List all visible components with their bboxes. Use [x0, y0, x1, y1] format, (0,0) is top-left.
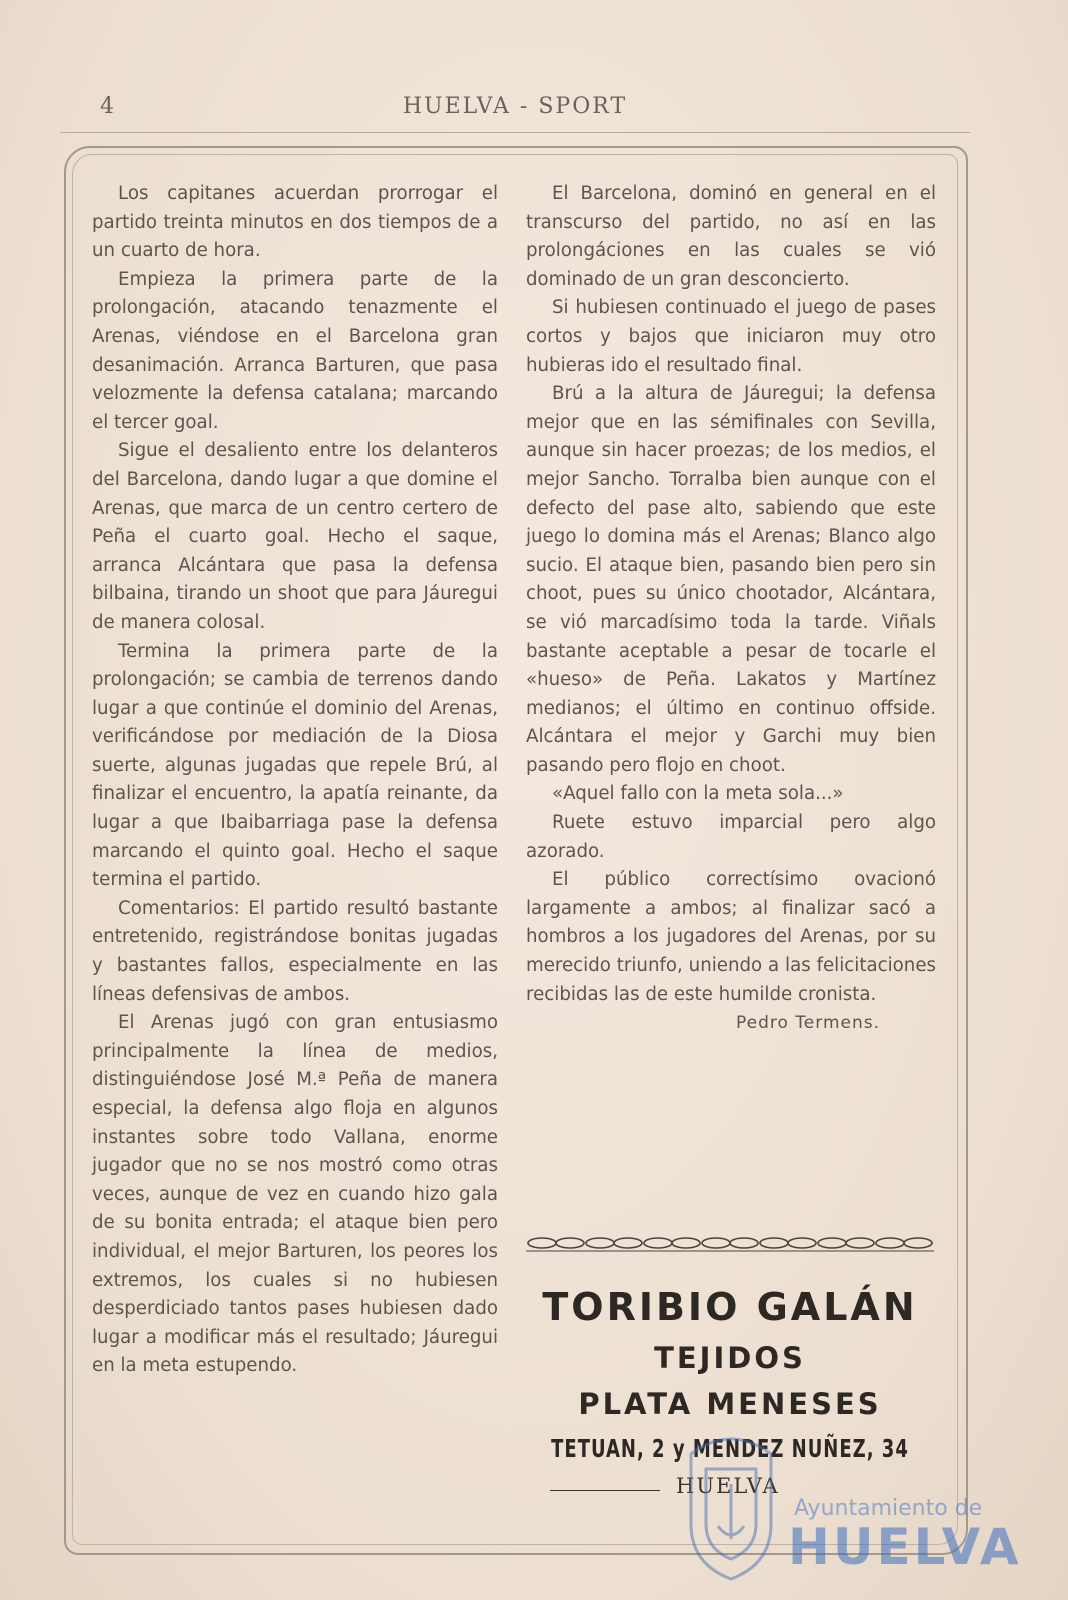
chain-ornament-divider	[526, 1234, 934, 1252]
watermark-caption: Ayuntamiento de	[794, 1496, 983, 1521]
running-title: HUELVA - SPORT	[402, 94, 628, 119]
page-header	[60, 92, 970, 133]
archive-watermark	[676, 1410, 1022, 1590]
right-column	[526, 180, 936, 1038]
paragraph: Ruete estuvo imparcial pero algo azorado.	[526, 812, 936, 862]
ad-rule	[550, 1490, 660, 1491]
ad-address: TETUAN, 2 y MENDEZ NUÑEZ, 34	[551, 1433, 909, 1463]
paragraph: Termina la primera parte de la prolongación; se cambia de terrenos dando lugar a que continúe el dominio del Arenas, verificándose por mediación de la Diosa suerte, algunas jugadas que repele Brú, al finalizar el encuentro, la apatía reinante, da lugar a que Ibaibarriaga pase la defensa marcando el quinto goal. Hecho el saque termina el partido.	[92, 640, 498, 891]
paragraph: Empieza la primera parte de la prolongación, atacando tenazmente el Arenas, viéndose en el Barcelona gran desanimación. Arranca Barturen, que pasa velozmente la defensa catalana; marcando el tercer goal.	[92, 268, 498, 433]
paragraph: El público correctísimo ovacionó largamente a ambos; al finalizar sacó a hombros a los jugadores del Arenas, por su merecido triunfo, uniendo a las felicitaciones recibidas las de este humilde cronista.	[526, 869, 936, 1005]
ad-business-name: TORIBIO GALÁN	[542, 1285, 918, 1329]
ad-products: PLATA MENESES	[578, 1387, 882, 1421]
author-signature: Pedro Termens.	[735, 1013, 880, 1034]
paragraph: Los capitanes acuerdan prorrogar el partido treinta minutos en dos tiempos de a un cuarto de hora.	[92, 183, 498, 262]
paragraph: Comentarios: El partido resultó bastante entretenido, registrándose bonitas jugadas y bastantes fallos, especialmente en las líneas defensivas de ambos.	[92, 897, 498, 1005]
ad-trade: TEJIDOS	[654, 1341, 806, 1375]
paragraph: «Aquel fallo con la meta sola...»	[552, 783, 844, 805]
paragraph: El Arenas jugó con gran entusiasmo principalmente la línea de medios, distinguiéndose José M.ª Peña de manera especial, la defensa algo floja en algunos instantes sobre todo Vallana, enorme jugador que no se nos mostró como otras veces, aunque de vez en cuando hizo gala de su bonita entrada; el ataque bien pero individual, el mejor Barturen, los peores los extremos, los cuales si no hubiesen desperdiciado tantos pases hubiesen dado lugar a modificar más el resultado; Jáuregui en la meta estupendo.	[92, 1012, 498, 1377]
paragraph: El Barcelona, dominó en general en el transcurso del partido, no así en las prolongáciones en las cuales se vió dominado de un gran desconcierto.	[526, 183, 936, 290]
coat-of-arms-icon	[676, 1414, 786, 1584]
paragraph: Brú a la altura de Jáuregui; la defensa mejor que en las sémifinales con Sevilla, aunque sin hacer proezas; de los medios, el mejor Sancho. Torralba bien aunque con el defecto del pase alto, sabiendo que este juego lo domina más el Arenas; Blanco algo sucio. El ataque bien, pasando bien pero sin choot, pues su único chootador, Alcántara, se vió marcadísimo toda la tarde. Viñals bastante aceptable a pesar de tocarle el «hueso» de Peña. Lakatos y Martínez medianos; el último en continuo offside. Alcántara el mejor y Garchi muy bien pasando pero flojo en choot.	[526, 383, 936, 776]
ad-city: HUELVA	[676, 1474, 780, 1498]
paragraph: Sigue el desaliento entre los delanteros del Barcelona, dando lugar a que domine el Arenas, que marca de un centro certero de Peña el cuarto goal. Hecho el saque, arranca Alcántara que pasa la defensa bilbaina, tirando un shoot que para Jáuregui de manera colosal.	[92, 440, 498, 633]
watermark-title: HUELVA	[788, 1518, 1022, 1576]
paragraph: Si hubiesen continuado el juego de pases cortos y bajos que iniciaron muy otro hubieras ido el resultado final.	[526, 297, 936, 376]
page-number: 4	[100, 94, 114, 119]
left-column	[92, 180, 498, 1381]
